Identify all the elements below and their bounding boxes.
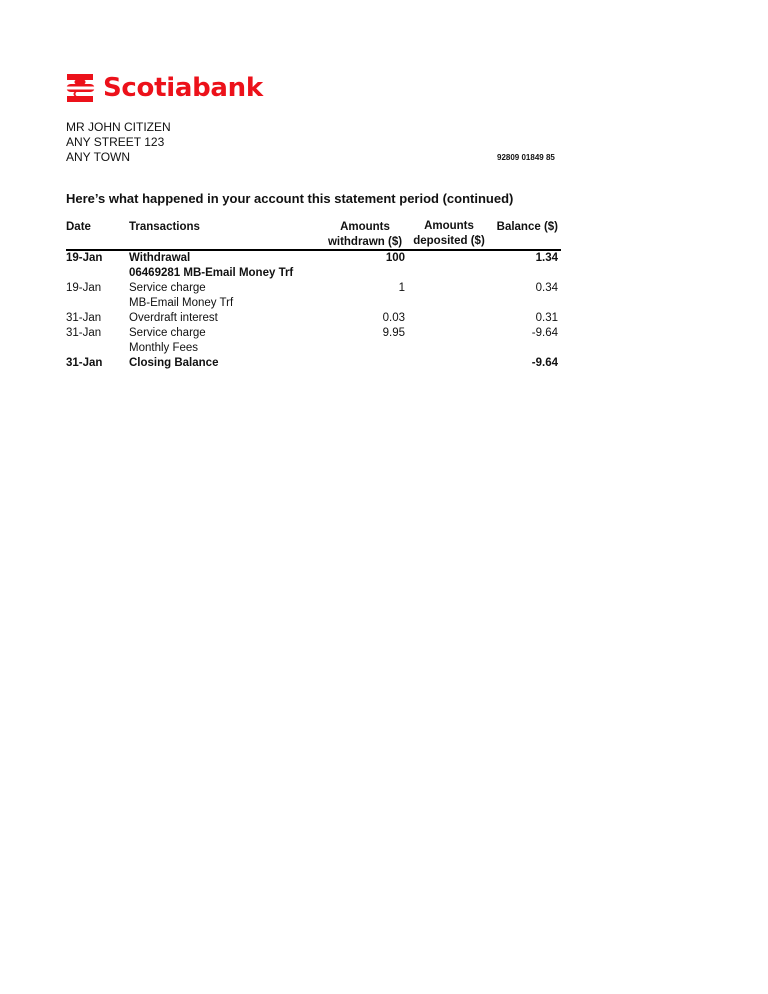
table-row <box>66 251 561 266</box>
section-title: Here’s what happened in your account this statement period (continued) <box>66 191 514 206</box>
table-row <box>66 356 561 371</box>
scotiabank-flying-s-icon <box>63 70 97 106</box>
header-transactions: Transactions <box>129 221 200 233</box>
row-withdrawn: 1 <box>398 282 405 294</box>
header-date: Date <box>66 221 91 233</box>
table-row <box>66 266 561 281</box>
table-row <box>66 311 561 326</box>
row-date: 31-Jan <box>66 357 103 369</box>
row-balance: 1.34 <box>535 252 558 264</box>
header-withdrawn-line1: Amounts <box>340 221 390 233</box>
header-deposited <box>410 219 488 249</box>
row-description: Monthly Fees <box>129 342 199 354</box>
header-withdrawn-line2: withdrawn ($) <box>327 236 403 248</box>
row-balance: 0.34 <box>535 282 558 294</box>
transactions-table <box>66 251 561 371</box>
row-description: Withdrawal <box>129 252 191 264</box>
row-withdrawn: 100 <box>385 252 405 264</box>
row-date: 19-Jan <box>66 252 103 264</box>
table-row <box>66 341 561 356</box>
bank-name: Scotiabank <box>103 73 263 103</box>
row-withdrawn: 0.03 <box>382 312 405 324</box>
row-description: Overdraft interest <box>129 312 218 324</box>
header-balance: Balance ($) <box>496 221 558 233</box>
row-withdrawn: 9.95 <box>382 327 405 339</box>
row-balance: -9.64 <box>531 357 558 369</box>
row-description: MB-Email Money Trf <box>129 297 234 309</box>
table-row <box>66 296 561 311</box>
customer-address <box>66 120 171 165</box>
row-date: 31-Jan <box>66 327 102 339</box>
row-description: Service charge <box>129 327 206 339</box>
customer-town: ANY TOWN <box>66 150 131 164</box>
customer-street: ANY STREET 123 <box>66 135 165 149</box>
bank-logo <box>63 70 263 106</box>
customer-name: MR JOHN CITIZEN <box>66 120 171 134</box>
row-balance: -9.64 <box>531 327 558 339</box>
row-date: 31-Jan <box>66 312 102 324</box>
header-deposited-line1: Amounts <box>424 220 474 232</box>
row-description: 06469281 MB-Email Money Trf <box>129 267 294 279</box>
row-date: 19-Jan <box>66 282 102 294</box>
header-deposited-line2: deposited ($) <box>413 235 485 247</box>
table-row <box>66 281 561 296</box>
row-balance: 0.31 <box>535 312 558 324</box>
account-number: 92809 01849 85 <box>497 153 555 162</box>
row-description: Service charge <box>129 282 206 294</box>
table-row <box>66 326 561 341</box>
header-withdrawn <box>325 220 405 250</box>
row-description: Closing Balance <box>129 357 219 369</box>
